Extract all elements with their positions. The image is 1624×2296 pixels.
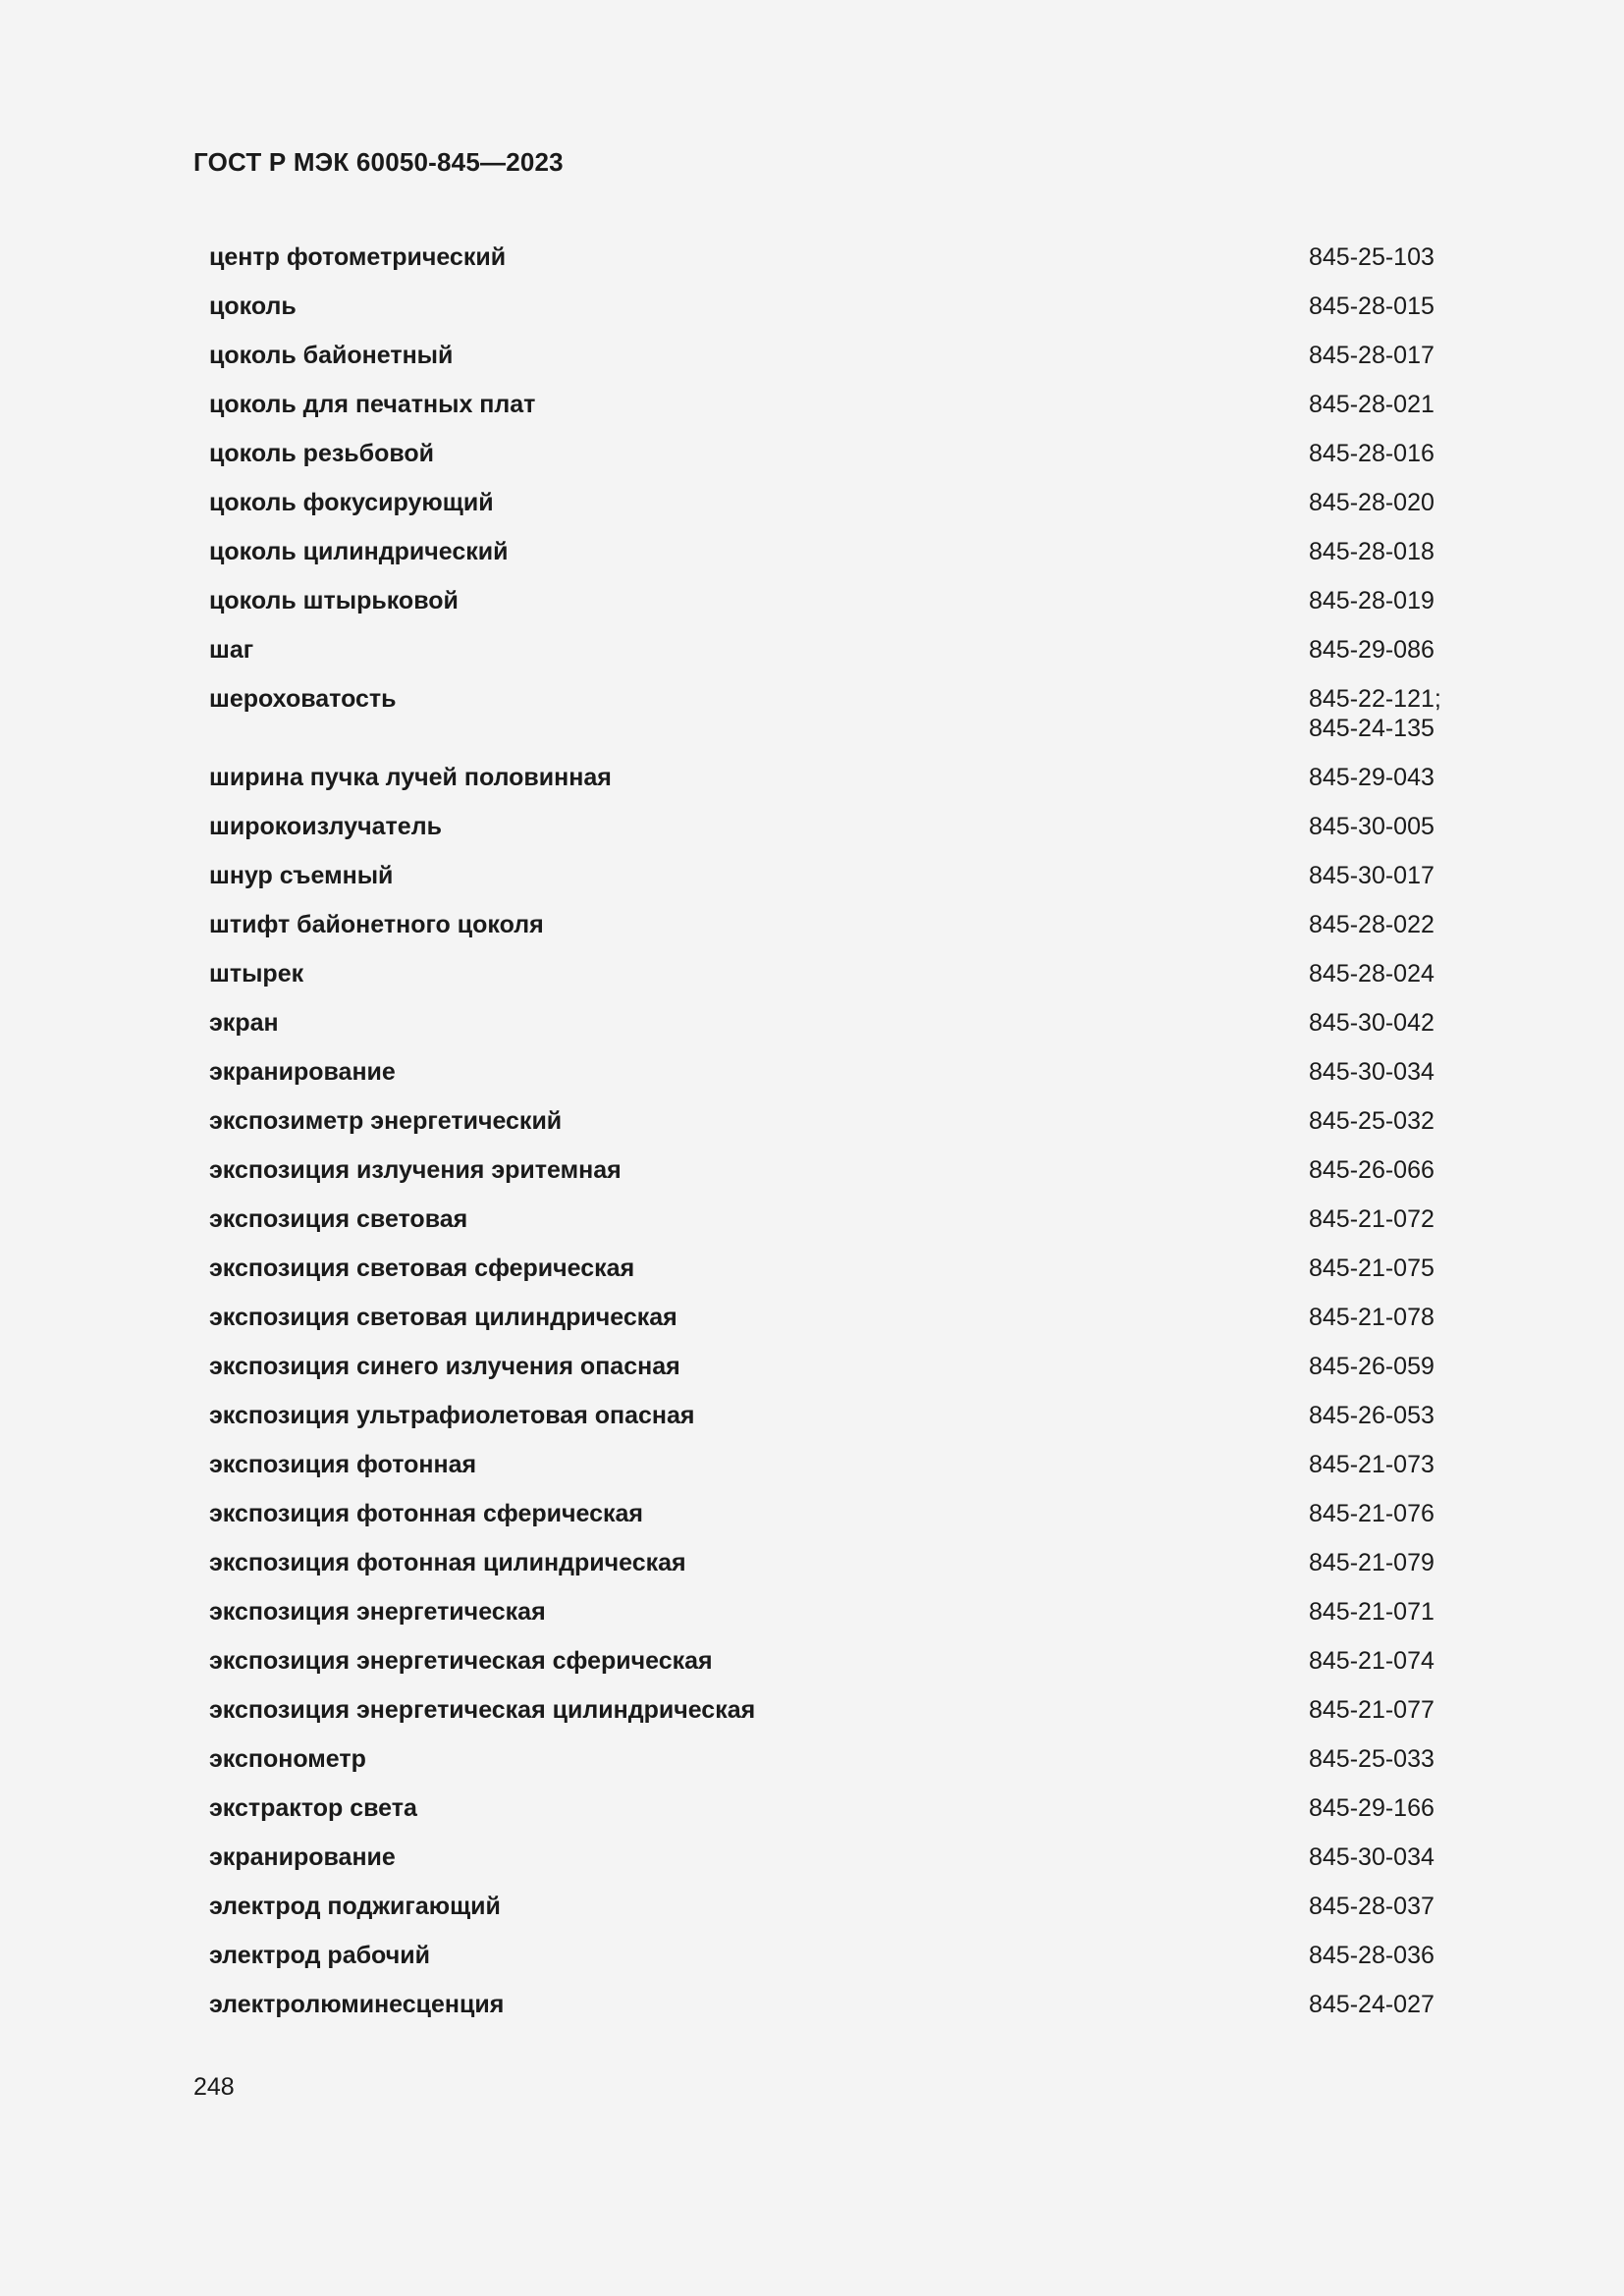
- term-code: 845-21-073: [1309, 1451, 1435, 1478]
- index-entry: [209, 239, 1446, 288]
- index-entry: [209, 386, 1446, 435]
- index-entry: [209, 808, 1446, 857]
- term-label: шаг: [209, 636, 254, 664]
- term-label: ширина пучка лучей половинная: [209, 764, 612, 791]
- term-code: 845-26-059: [1309, 1353, 1435, 1380]
- index-entry: [209, 1740, 1446, 1789]
- index-entry: [209, 1593, 1446, 1642]
- term-code: 845-28-037: [1309, 1893, 1435, 1920]
- term-label: штифт байонетного цоколя: [209, 911, 544, 938]
- index-entry: [209, 1888, 1446, 1937]
- index-entry: [209, 857, 1446, 906]
- term-index-list: [209, 239, 1446, 2035]
- term-code: 845-29-166: [1309, 1794, 1435, 1822]
- term-label: цоколь резьбовой: [209, 440, 435, 467]
- index-entry: [209, 631, 1446, 680]
- term-code: 845-21-078: [1309, 1304, 1435, 1331]
- term-label: экспозиция световая сферическая: [209, 1255, 635, 1282]
- term-code: 845-25-033: [1309, 1745, 1435, 1773]
- term-label: экспозиция фотонная цилиндрическая: [209, 1549, 686, 1576]
- term-label: экран: [209, 1009, 279, 1037]
- term-code: 845-25-103: [1309, 243, 1435, 271]
- term-label: экспозиметр энергетический: [209, 1107, 563, 1135]
- term-label: экспозиция излучения эритемная: [209, 1156, 622, 1184]
- term-label: экспозиция энергетическая цилиндрическая: [209, 1696, 756, 1724]
- term-code: 845-30-017: [1309, 862, 1435, 889]
- index-entry: [209, 1151, 1446, 1201]
- term-code: 845-28-016: [1309, 440, 1435, 467]
- term-code: 845-28-018: [1309, 538, 1435, 565]
- index-entry: [209, 1691, 1446, 1740]
- index-entry: [209, 1201, 1446, 1250]
- index-entry: [209, 680, 1446, 759]
- term-label: шнур съемный: [209, 862, 394, 889]
- term-label: цоколь цилиндрический: [209, 538, 509, 565]
- term-label: центр фотометрический: [209, 243, 507, 271]
- index-entry: [209, 435, 1446, 484]
- term-code: 845-21-075: [1309, 1255, 1435, 1282]
- index-entry: [209, 582, 1446, 631]
- term-code: 845-24-027: [1309, 1991, 1435, 2018]
- term-label: шероховатость: [209, 685, 397, 713]
- term-label: экспозиция фотонная сферическая: [209, 1500, 644, 1527]
- index-entry: [209, 1446, 1446, 1495]
- term-code: 845-21-074: [1309, 1647, 1435, 1675]
- term-code: 845-28-024: [1309, 960, 1435, 988]
- term-label: экстрактор света: [209, 1794, 417, 1822]
- term-code: 845-30-005: [1309, 813, 1435, 840]
- term-label: широкоизлучатель: [209, 813, 442, 840]
- term-label: экспозиция энергетическая сферическая: [209, 1647, 713, 1675]
- term-code: 845-29-086: [1309, 636, 1435, 664]
- term-label: экранирование: [209, 1058, 396, 1086]
- term-code: 845-28-020: [1309, 489, 1435, 516]
- term-label: экспозиция синего излучения опасная: [209, 1353, 680, 1380]
- index-entry: [209, 1004, 1446, 1053]
- term-label: экспозиция ультрафиолетовая опасная: [209, 1402, 695, 1429]
- term-code: 845-28-036: [1309, 1942, 1435, 1969]
- index-entry: [209, 288, 1446, 337]
- term-code: 845-28-015: [1309, 293, 1435, 320]
- term-label: экспозиция световая цилиндрическая: [209, 1304, 677, 1331]
- index-entry: [209, 1250, 1446, 1299]
- term-label: цоколь байонетный: [209, 342, 454, 369]
- term-code: 845-25-032: [1309, 1107, 1435, 1135]
- term-code: 845-22-121; 845-24-135: [1309, 685, 1441, 742]
- term-label: электрод поджигающий: [209, 1893, 501, 1920]
- index-entry: [209, 337, 1446, 386]
- term-code: 845-30-034: [1309, 1058, 1435, 1086]
- index-entry: [209, 1986, 1446, 2035]
- term-code: 845-28-022: [1309, 911, 1435, 938]
- term-code: 845-29-043: [1309, 764, 1435, 791]
- document-title: ГОСТ Р МЭК 60050-845—2023: [193, 147, 564, 177]
- term-label: штырек: [209, 960, 304, 988]
- index-entry: [209, 1642, 1446, 1691]
- term-code: 845-26-066: [1309, 1156, 1435, 1184]
- term-code: 845-28-019: [1309, 587, 1435, 614]
- index-entry: [209, 1495, 1446, 1544]
- term-label: экспозиция энергетическая: [209, 1598, 546, 1626]
- index-entry: [209, 484, 1446, 533]
- term-label: экспозиция световая: [209, 1205, 468, 1233]
- index-entry: [209, 1937, 1446, 1986]
- term-label: цоколь для печатных плат: [209, 391, 536, 418]
- index-entry: [209, 1789, 1446, 1839]
- term-code: 845-21-079: [1309, 1549, 1435, 1576]
- term-code: 845-21-072: [1309, 1205, 1435, 1233]
- index-entry: [209, 1839, 1446, 1888]
- term-code: 845-21-071: [1309, 1598, 1435, 1626]
- index-entry: [209, 1299, 1446, 1348]
- term-label: электролюминесценция: [209, 1991, 505, 2018]
- term-code: 845-26-053: [1309, 1402, 1435, 1429]
- term-label: экспонометр: [209, 1745, 366, 1773]
- term-label: цоколь штырьковой: [209, 587, 459, 614]
- index-entry: [209, 1348, 1446, 1397]
- term-label: цоколь фокусирующий: [209, 489, 494, 516]
- term-code: 845-30-034: [1309, 1843, 1435, 1871]
- index-entry: [209, 759, 1446, 808]
- index-entry: [209, 906, 1446, 955]
- term-code: 845-28-017: [1309, 342, 1435, 369]
- index-entry: [209, 955, 1446, 1004]
- term-code: 845-30-042: [1309, 1009, 1435, 1037]
- index-entry: [209, 1397, 1446, 1446]
- index-entry: [209, 533, 1446, 582]
- index-entry: [209, 1053, 1446, 1102]
- term-code: 845-21-077: [1309, 1696, 1435, 1724]
- term-label: цоколь: [209, 293, 297, 320]
- index-entry: [209, 1102, 1446, 1151]
- index-entry: [209, 1544, 1446, 1593]
- term-label: экранирование: [209, 1843, 396, 1871]
- term-code: 845-21-076: [1309, 1500, 1435, 1527]
- term-code: 845-28-021: [1309, 391, 1435, 418]
- term-label: электрод рабочий: [209, 1942, 430, 1969]
- term-label: экспозиция фотонная: [209, 1451, 477, 1478]
- page-number: 248: [193, 2073, 235, 2101]
